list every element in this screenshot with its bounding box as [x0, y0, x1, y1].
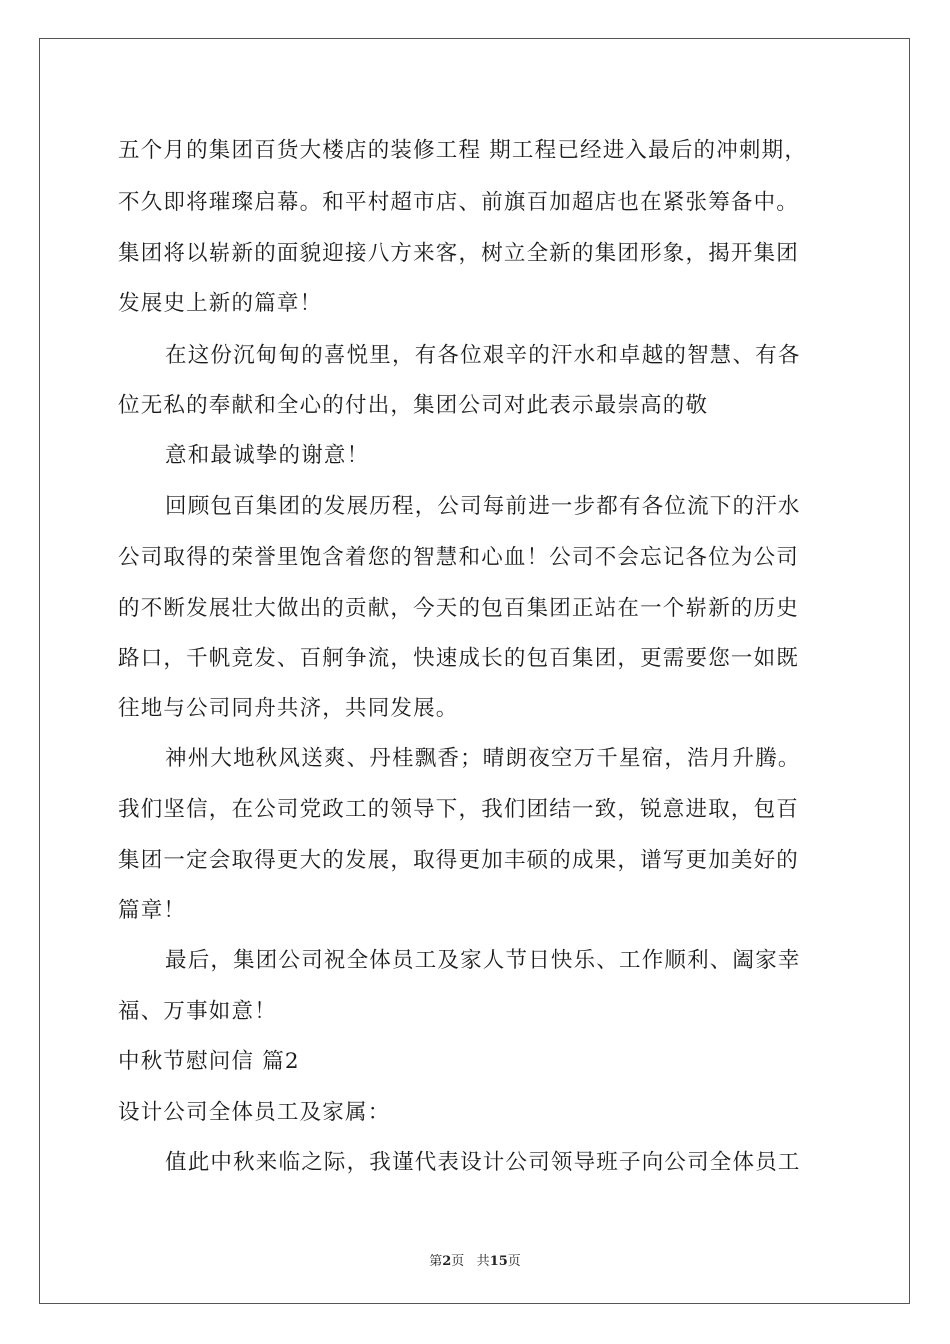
text-line: 位无私的奉献和全心的付出，集团公司对此表示最崇高的敬 [118, 393, 709, 418]
footer-prefix: 第 [429, 1254, 443, 1269]
text-line: 往地与公司同舟共济，共同发展。 [118, 696, 459, 721]
paragraph-start: 最后，集团公司祝全体员工及家人节日快乐、工作顺利、阖家幸 [165, 948, 801, 973]
footer-total-pages: 15 [489, 1254, 508, 1269]
text-line: 不久即将璀璨启幕。和平村超市店、前旗百加超店也在紧张筹备中。 [118, 190, 800, 215]
footer-page-suffix: 页 [451, 1254, 465, 1269]
text-line: 五个月的集团百货大楼店的装修工程 期工程已经进入最后的冲刺期， [118, 138, 808, 163]
salutation: 设计公司全体员工及家属： [118, 1100, 391, 1125]
text-line: 发展史上新的篇章！ [118, 291, 323, 316]
page-footer [0, 1250, 950, 1269]
text-line: 路口，千帆竞发、百舸争流，快速成长的包百集团，更需要您一如既 [118, 646, 800, 671]
text-line: 篇章！ [118, 898, 187, 923]
text-line: 意和最诚挚的谢意！ [165, 443, 370, 468]
text-line: 的不断发展壮大做出的贡献，今天的包百集团正站在一个崭新的历史 [118, 596, 800, 621]
paragraph-start: 回顾包百集团的发展历程，公司每前进一步都有各位流下的汗水 [165, 494, 801, 519]
text-line: 我们坚信，在公司党政工的领导下，我们团结一致，锐意进取，包百 [118, 797, 800, 822]
text-line: 集团一定会取得更大的发展，取得更加丰硕的成果，谱写更加美好的 [118, 848, 800, 873]
section-heading: 中秋节慰问信 篇2 [118, 1049, 300, 1074]
text-line: 福、万事如意！ [118, 999, 277, 1024]
paragraph-start: 在这份沉甸甸的喜悦里，有各位艰辛的汗水和卓越的智慧、有各 [165, 343, 801, 368]
paragraph-start: 值此中秋来临之际，我谨代表设计公司领导班子向公司全体员工 [165, 1150, 801, 1175]
text-line: 集团将以崭新的面貌迎接八方来客，树立全新的集团形象，揭开集团 [118, 241, 800, 266]
paragraph-start: 神州大地秋风送爽、丹桂飘香；晴朗夜空万千星宿，浩月升腾。 [165, 746, 801, 771]
footer-total-prefix: 共 [476, 1254, 490, 1269]
footer-page-number: 2 [442, 1254, 452, 1269]
footer-total-suffix: 页 [507, 1254, 521, 1269]
text-line: 公司取得的荣誉里饱含着您的智慧和心血！公司不会忘记各位为公司 [118, 545, 800, 570]
